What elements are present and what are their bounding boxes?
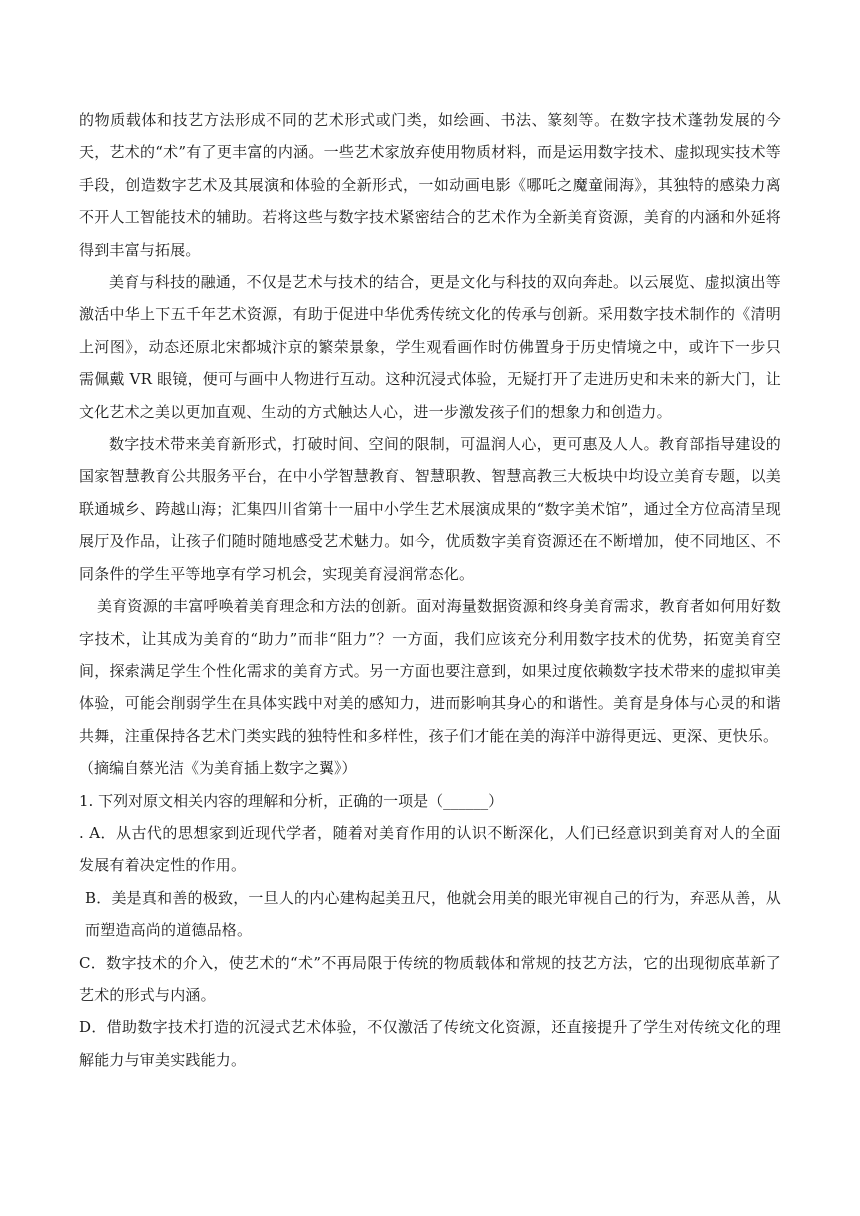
article-source: （摘编自蔡光洁《为美育插上数字之翼》）	[79, 759, 357, 778]
article-paragraph-1: 的物质载体和技艺方法形成不同的艺术形式或门类，如绘画、书法、篆刻等。在数字技术蓬勃发展的今天，艺术的“术”有了更丰富的内涵。一些艺术家放弃使用物质材料，而是运用数字技术、虚拟现实技术等手段，创造数字艺术及其展演和体验的全新形式，一如动画电影《哪吒之魔童闹海》，其独特的感染力离不开人工智能技术的辅助。若将这些与数字技术紧密结合的艺术作为全新美育资源，美育的内涵和外延将得到丰富与拓展。	[79, 111, 781, 259]
article-paragraph-3: 数字技术带来美育新形式，打破时间、空间的限制，可温润人心，更可惠及人人。教育部指导建设的国家智慧教育公共服务平台，在中小学智慧教育、智慧职教、智慧高教三大板块中均设立美育专题，以美联通城乡、跨越山海；汇集四川省第十一届中小学生艺术展演成果的“数字美术馆”，通过全方位高清呈现展厅及作品，让孩子们随时随地感受艺术魅力。如今，优质数字美育资源还在不断增加，使不同地区、不同条件的学生平等地享有学习机会，实现美育浸润常态化。	[79, 435, 781, 583]
article-paragraph-2: 美育与科技的融通，不仅是艺术与技术的结合，更是文化与科技的双向奔赴。以云展览、虚拟演出等激活中华上下五千年艺术资源，有助于促进中华优秀传统文化的传承与创新。采用数字技术制作的《清明上河图》，动态还原北宋都城汴京的繁荣景象，学生观看画作时仿佛置身于历史情境之中，或许下一步只需佩戴 VR 眼镜，便可与画中人物进行互动。这种沉浸式体验，无疑打开了走进历史和未来的新大门，让文化艺术之美以更加直观、生动的方式触达人心，进一步激发孩子们的想象力和创造力。	[79, 273, 781, 421]
option-a: . A．从古代的思想家到近现代学者，随着对美育作用的认识不断深化，人们已经意识到美育对人的全面发展有着决定性的作用。	[79, 823, 781, 875]
option-b: B．美是真和善的极致，一旦人的内心建构起美丑尺，他就会用美的眼光审视自己的行为，弃恶从善，从而塑造高尚的道德品格。	[85, 888, 781, 940]
article-paragraph-4: 美育资源的丰富呼唤着美育理念和方法的创新。面对海量数据资源和终身美育需求，教育者如何用好数字技术，让其成为美育的“助力”而非“阻力”？一方面，我们应该充分利用数字技术的优势，拓宽美育空间，探索满足学生个性化需求的美育方式。另一方面也要注意到，如果过度依赖数字技术带来的虚拟审美体验，可能会削弱学生在具体实践中对美的感知力，进而影响其身心的和谐性。美育是身体与心灵的和谐共舞，注重保持各艺术门类实践的独特性和多样性，孩子们才能在美的海洋中游得更远、更深、更快乐。	[79, 597, 782, 745]
option-c: C．数字技术的介入，使艺术的“术”不再局限于传统的物质载体和常规的技艺方法，它的出现彻底革新了艺术的形式与内涵。	[79, 953, 781, 1004]
option-d: D．借助数字技术打造的沉浸式艺术体验，不仅激活了传统文化资源，还直接提升了学生对传统文化的理解能力与审美实践能力。	[79, 1018, 781, 1069]
document-page	[79, 104, 781, 1076]
question-stem: 1. 下列对原文相关内容的理解和分析，正确的一项是（______）	[79, 791, 504, 810]
